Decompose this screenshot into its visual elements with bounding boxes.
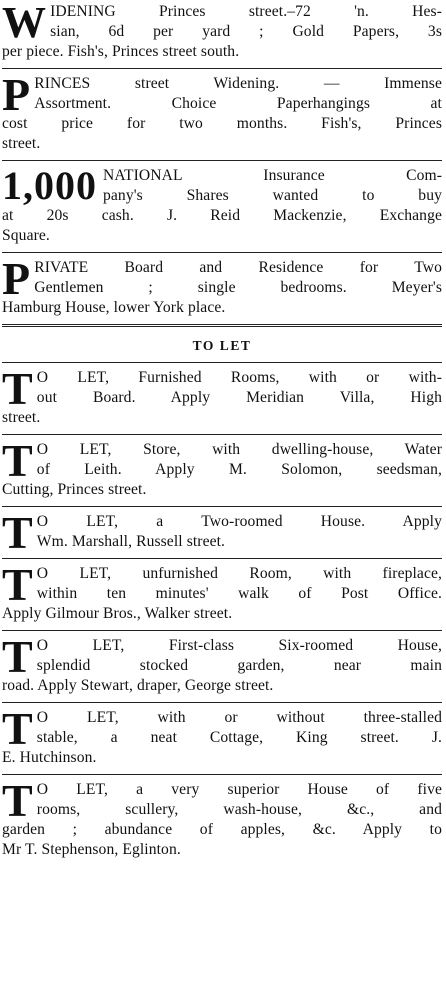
drop-cap: T (2, 363, 33, 414)
ad-line: RIVATE Board and Residence for Two (34, 259, 442, 276)
ad-line: rooms, scullery, wash-house, &c., and (36, 801, 442, 818)
ad-to-let-six-roomed (2, 631, 442, 696)
drop-cap: T (2, 703, 33, 754)
ad-to-let-two-roomed (2, 507, 442, 558)
ad-line: street. (2, 409, 41, 426)
ad-line: stable, a neat Cottage, King street. J. (36, 729, 442, 746)
drop-cap: W (2, 0, 47, 47)
ad-line: O LET, a Two-roomed House. Apply (36, 513, 442, 530)
ad-line: Apply Gilmour Bros., Walker street. (2, 605, 233, 622)
ad-line: Gentlemen ; single bedrooms. Meyer's (34, 279, 442, 296)
divider (2, 160, 442, 161)
drop-cap: P (2, 69, 31, 120)
divider (2, 630, 442, 631)
ad-line: Hamburg House, lower York place. (2, 299, 226, 316)
ad-line: E. Hutchinson. (2, 749, 97, 766)
ad-line: out Board. Apply Meridian Villa, High (36, 389, 442, 406)
ad-widening (2, 2, 442, 62)
ad-line: per piece. Fish's, Princes street south. (2, 43, 240, 60)
ad-line: Mr T. Stephenson, Eglinton. (2, 841, 181, 858)
ad-private (2, 253, 442, 318)
ad-line: Wm. Marshall, Russell street. (36, 533, 226, 550)
ad-line: pany's Shares wanted to buy (103, 187, 442, 204)
divider (2, 774, 442, 775)
ad-to-let-cottage (2, 703, 442, 768)
ad-line: O LET, unfurnished Room, with fireplace, (36, 565, 442, 582)
ad-line: of Leith. Apply M. Solomon, seedsman, (36, 461, 442, 478)
divider (2, 434, 442, 435)
ad-line: Cutting, Princes street. (2, 481, 147, 498)
ad-to-let-unfurnished (2, 559, 442, 624)
divider (2, 506, 442, 507)
drop-cap: T (2, 559, 33, 610)
ad-line: garden ; abundance of apples, &c. Apply to (2, 821, 442, 838)
ad-to-let-superior (2, 775, 442, 860)
drop-cap: T (2, 507, 33, 558)
ad-national (2, 163, 442, 246)
ad-line: NATIONAL Insurance Com- (103, 167, 442, 184)
ad-line: IDENING Princes street.–72 'n. Hes- (50, 3, 442, 20)
section-divider (2, 324, 442, 330)
divider (2, 252, 442, 253)
ad-line: O LET, Store, with dwelling-house, Water (36, 441, 442, 458)
divider (2, 558, 442, 559)
ad-line: at 20s cash. J. Reid Mackenzie, Exchange (2, 207, 442, 224)
drop-cap: T (2, 775, 33, 826)
ad-line: O LET, a very superior House of five (36, 781, 442, 798)
ad-line: splendid stocked garden, near main (36, 657, 442, 674)
ad-princes (2, 69, 442, 154)
divider (2, 68, 442, 69)
ad-line: within ten minutes' walk of Post Office. (36, 585, 442, 602)
ad-to-let-store (2, 435, 442, 500)
ad-to-let-furnished (2, 363, 442, 428)
divider (2, 362, 442, 363)
ad-line: Assortment. Choice Paperhangings at (34, 95, 442, 112)
ad-line: road. Apply Stewart, draper, George street. (2, 677, 274, 694)
newspaper-column (0, 2, 446, 993)
ad-line: Square. (2, 227, 50, 244)
ad-line: street. (2, 135, 41, 152)
ad-line: O LET, First-class Six-roomed House, (36, 637, 442, 654)
ad-line: cost price for two months. Fish's, Princes (2, 115, 442, 132)
drop-cap: T (2, 435, 33, 486)
ad-line: O LET, Furnished Rooms, with or with- (36, 369, 442, 386)
section-heading: TO LET (192, 338, 252, 353)
big-numeral: 1,000 (2, 163, 97, 208)
drop-cap: P (2, 253, 31, 304)
ad-line: sian, 6d per yard ; Gold Papers, 3s (50, 23, 442, 40)
ad-line: RINCES street Widening. — Immense (34, 75, 442, 92)
divider (2, 702, 442, 703)
drop-cap: T (2, 631, 33, 682)
ad-line: O LET, with or without three-stalled (36, 709, 442, 726)
